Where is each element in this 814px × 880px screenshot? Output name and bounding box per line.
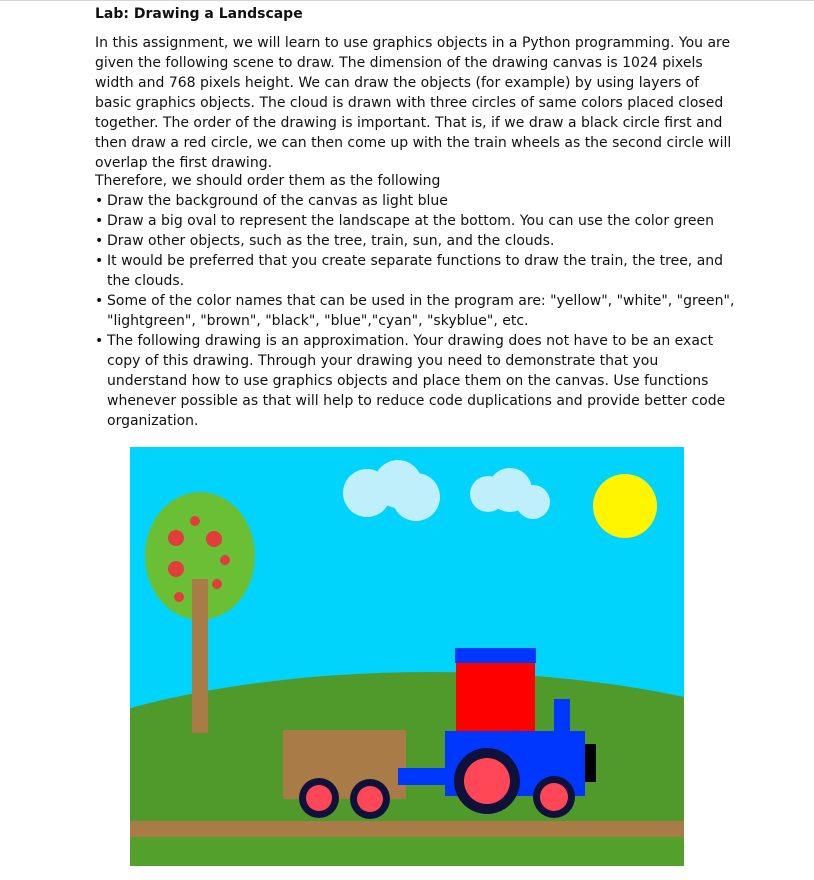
train-wheel (350, 779, 390, 819)
list-item-text: Draw other objects, such as the tree, train, sun, and the clouds. (107, 233, 555, 249)
order-lead-text: Therefore, we should order them as the following (95, 173, 441, 189)
train-coupler (398, 768, 449, 785)
wheel-hub (357, 786, 383, 812)
list-item (95, 191, 735, 211)
apple (220, 555, 230, 565)
train-roof (455, 648, 536, 663)
train-chimney (554, 699, 570, 733)
sun (593, 474, 657, 538)
bullet-icon: • (95, 193, 104, 209)
drawing-steps-list (95, 191, 735, 431)
train-bumper (585, 744, 596, 782)
tree-trunk (192, 579, 208, 733)
list-item-text: Draw the background of the canvas as light blue (107, 193, 448, 209)
bullet-icon: • (95, 293, 104, 309)
apple (168, 561, 184, 577)
bullet-icon: • (95, 333, 104, 349)
train-wheel (299, 778, 339, 818)
list-item (95, 231, 735, 251)
bullet-icon: • (95, 233, 104, 249)
cloud-circle (392, 473, 440, 521)
list-item (95, 211, 735, 231)
list-item-text: It would be preferred that you create separate functions to draw the train, the tree, and the clouds. (107, 253, 724, 289)
lab-title: Lab: Drawing a Landscape (95, 6, 303, 22)
apple (190, 516, 200, 526)
apple (168, 530, 184, 546)
bullet-icon: • (95, 213, 104, 229)
intro-paragraph: In this assignment, we will learn to use graphics objects in a Python programming. You are given the following scene to draw. The dimension of the drawing canvas is 1024 pixels width and 768 pixels height. We can draw the objects (for example) by using layers of basic graphics objects. The cloud is drawn with three circles of same colors placed closed together. The order of the drawing is important. That is, if we draw a black circle first and then draw a red circle, we can then come up with the train wheels as the second circle will overlap the first drawing. (95, 35, 732, 171)
train-cab (456, 663, 535, 732)
apple (212, 579, 222, 589)
list-item-text: Some of the color names that can be used in the program are: "yellow", "white", "green", "lightgreen", "brown", "black", "blue","cyan", "skyblue", etc. (107, 293, 735, 329)
cloud-circle (516, 485, 550, 519)
train-wheel (454, 748, 520, 814)
wheel-hub (306, 785, 332, 811)
train-wheel (533, 776, 575, 818)
list-item-text: The following drawing is an approximation. Your drawing does not have to be an exact copy of this drawing. Through your drawing you need to demonstrate that you understand how to use graphics objects and place them on the canvas. Use functions whenever possible as that will help to reduce code duplications and provide better code organization. (107, 333, 726, 429)
landscape-drawing (130, 447, 684, 866)
page-top-rule (0, 0, 814, 1)
wheel-hub (464, 758, 510, 804)
road-strip (130, 821, 684, 837)
list-item (95, 251, 735, 291)
list-item (95, 291, 735, 331)
apple (174, 592, 184, 602)
apple (206, 531, 222, 547)
list-item (95, 331, 735, 431)
ground-strip (130, 835, 684, 866)
list-item-text: Draw a big oval to represent the landscape at the bottom. You can use the color green (107, 213, 715, 229)
bullet-icon: • (95, 253, 104, 269)
wheel-hub (540, 783, 568, 811)
